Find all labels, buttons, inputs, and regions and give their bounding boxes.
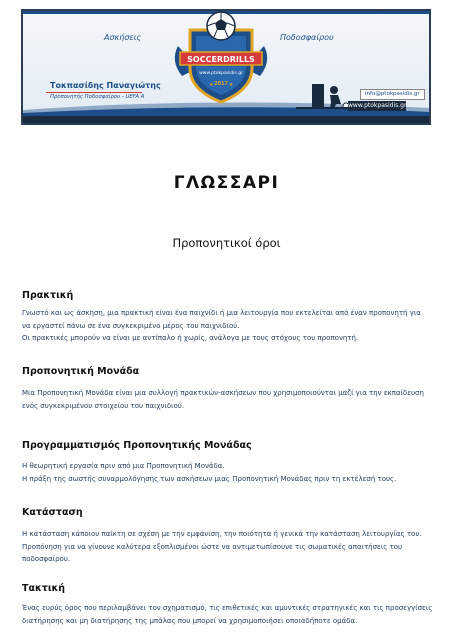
- banner-left-text: Ασκήσεις: [104, 33, 142, 42]
- definition-line: Οι πρακτικές μπορούν να είναι με αντίπαλο ή χωρίς, ανάλογα με τους στόχους του προπονητή.: [22, 334, 359, 342]
- svg-text:★: ★: [229, 82, 234, 88]
- document-title: ΓΛΩΣΣΑΡΙ: [173, 173, 280, 193]
- svg-text:★: ★: [209, 82, 214, 88]
- banner-right-text: Ποδοσφαίρου: [280, 33, 334, 42]
- definition-line: Η πράξη της σωστής συναρμολόγησης των ασκήσεων μιας Προπονητική Μονάδας πριν τη εκτέλεσή τους.: [22, 474, 397, 483]
- term-definition-programmatismos: [22, 460, 434, 485]
- definition-line: Η θεωρητική εργασία πριν από μια Προπονητική Μονάδα.: [22, 462, 225, 470]
- definition-line: ποδοσφαίρου.: [22, 555, 71, 563]
- author-name: Τοκπασίδης Παναγιώτης: [50, 81, 161, 90]
- term-title-praktiki: Πρακτική: [22, 290, 74, 301]
- author-role: Προπονητής Ποδοσφαίρου - UEFA A: [50, 94, 145, 100]
- term-title-katastasi: Κατάσταση: [22, 507, 83, 518]
- term-definition-taktiki: [22, 602, 434, 627]
- definition-line: Μια Προπονητική Μονάδα είναι μια συλλογή πρακτικών-ασκήσεων που χρησιμοποιούνται μαζί για την εκπαίδευση: [22, 389, 424, 397]
- player-silhouette-icon: [294, 82, 354, 110]
- definition-line: Προπόνηση για να γίνουνε καλύτερα εξοπλισμένοι ώστε να αντιμετωπίσουνε τις σωματικές απαιτήσεις του: [22, 542, 403, 551]
- email-badge[interactable]: info@ptokpasidis.gr: [360, 89, 425, 100]
- logo-year-text: 2017: [214, 81, 228, 87]
- banner-bottom-stripe: [23, 116, 429, 123]
- section-title: Προπονητικοί όροι: [172, 236, 281, 250]
- definition-line: ενός συγκεκριμένου στοιχείου του παιχνιδιού.: [22, 401, 185, 410]
- definition-line: να εργαστεί πάνω σε ένα συγκεκριμένο μέρος του παιχνιδιού.: [22, 321, 240, 330]
- term-title-proponitiki-monada: Προπονητική Μονάδα: [22, 366, 140, 377]
- term-definition-proponitiki-monada: [22, 387, 434, 412]
- definition-line: Ένας ευρύς όρος που περιλαμβάνει τον σχηματισμό, τις επιθετικές και αμυντικές στρατηγικές και τις προσεγγίσεις: [22, 604, 433, 612]
- logo-top-text: SOCCERDRILLS: [187, 55, 255, 64]
- website-badge[interactable]: www.ptokpasidis.gr: [348, 102, 407, 109]
- author-underline: [46, 92, 142, 93]
- term-title-programmatismos: Προγραμματισμός Προπονητικής Μονάδας: [22, 440, 252, 451]
- definition-line: διατήρησης και μη διατήρησης της μπάλας που μπορεί να χρησιμοποιήσει οποιαδήποτε ομάδα.: [22, 616, 358, 625]
- definition-line: Η κατάσταση κάποιου παίκτη σε σχέση με την εμφάνιση, την ποιότητα ή γενικά την κατάσταση λειτουργίας του.: [22, 530, 422, 538]
- term-title-taktiki: Τακτική: [22, 583, 66, 594]
- term-definition-katastasi: [22, 528, 434, 566]
- soccerdrills-logo: [168, 6, 274, 106]
- logo-url-text: www.ptokpasidis.gr: [199, 71, 243, 76]
- term-definition-praktiki: [22, 307, 434, 345]
- definition-line: Γνωστό και ως άσκηση, μια πρακτική είναι ένα παιχνίδι ή μια λειτουργία που εκτελείται από έναν προπονητή για: [22, 309, 421, 317]
